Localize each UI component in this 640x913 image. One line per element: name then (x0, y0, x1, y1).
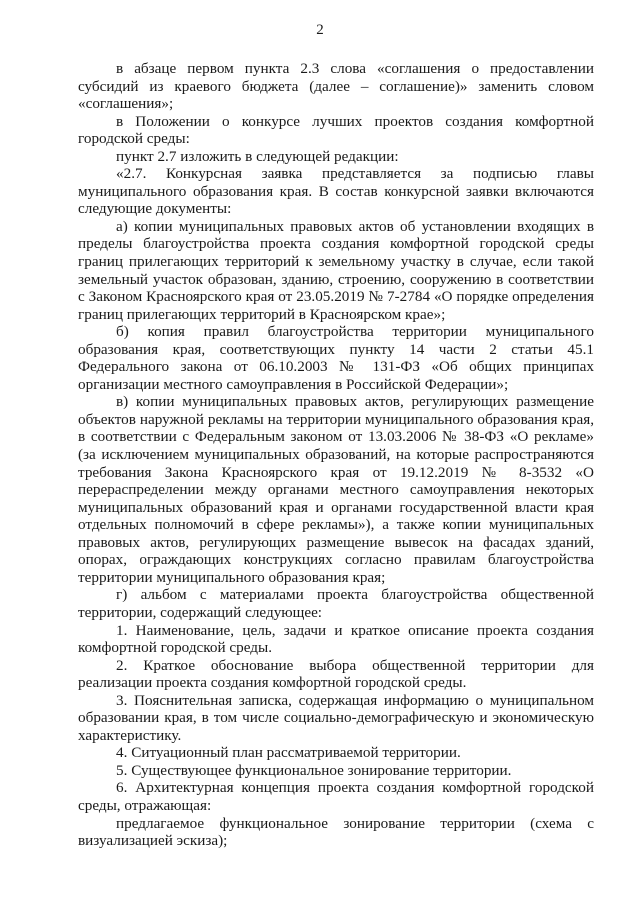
document-body (78, 60, 594, 850)
list-item-a: а) копии муниципальных правовых актов об установлении входящих в пределы благоустройства проекта создания комфортной городской среды границ прилегающих территорий к земельному участку в случае, если такой земельный участок образован, зданию, строению, сооружению в соответствии с Законом Красноярского края от 23.05.2019 № 7-2784 «О порядке определения границ прилегающих территорий в Красноярском крае»; (78, 217, 594, 323)
paragraph-regulation-intro: в Положении о конкурсе лучших проектов создания комфортной городской среды: (78, 112, 594, 148)
list-item-g: г) альбом с материалами проекта благоустройства общественной территории, содержащий следующее: (78, 586, 594, 621)
album-item-6-zoning: предлагаемое функциональное зонирование территории (схема с визуализацией эскиза); (78, 814, 594, 850)
album-item-5: 5. Существующее функциональное зонирование территории. (116, 761, 512, 779)
list-item-b: б) копия правил благоустройства территории муниципального образования края, соответствующих пункту 14 части 2 статьи 45.1 Федерального закона от 06.10.2003 № 131-ФЗ «Об общих принципах организации местного самоуправления в Российской Федерации»; (78, 323, 594, 393)
list-item-v: в) копии муниципальных правовых актов, регулирующих размещение объектов наружной рекламы на территории муниципального образования края, в соответствии с Федеральным законом от 13.03.2006 № 38-ФЗ «О рекламе» (за исключением муниципальных образований, на которые распространяются требования Закона Красноярского края от 19.12.2019 № 8-3532 «О перераспределении между органами местного самоуправления некоторых муниципальных образований края и органами государственной власти края отдельных полномочий в сфере рекламы»), а также копии муниципальных правовых актов, регулирующих размещение вывесок на фасадах зданий, опорах, ограждающих конструкциях согласно правилам благоустройства территории муниципального образования края; (78, 393, 594, 586)
album-item-2: 2. Краткое обоснование выбора общественной территории для реализации проекта создания комфортной городской среды. (78, 656, 594, 692)
album-item-3: 3. Пояснительная записка, содержащая информацию о муниципальном образовании края, в том числе социально-демографическую и экономическую характеристику. (78, 691, 594, 744)
album-item-6: 6. Архитектурная концепция проекта создания комфортной городской среды, отражающая: (78, 779, 594, 814)
paragraph-point-2-7-intro: пункт 2.7 изложить в следующей редакции: (116, 147, 399, 165)
page-number: 2 (316, 22, 324, 38)
paragraph-amendment-2-3: в абзаце первом пункта 2.3 слова «соглашения о предоставлении субсидий из краевого бюджета (далее – соглашение)» заменить словом «соглашения»; (78, 60, 594, 113)
album-item-1: 1. Наименование, цель, задачи и краткое описание проекта создания комфортной городской среды. (78, 621, 594, 657)
paragraph-point-2-7: «2.7. Конкурсная заявка представляется за подписью главы муниципального образования края. В состав конкурсной заявки включаются следующие документы: (78, 165, 594, 218)
album-item-4: 4. Ситуационный план рассматриваемой территории. (116, 744, 461, 762)
